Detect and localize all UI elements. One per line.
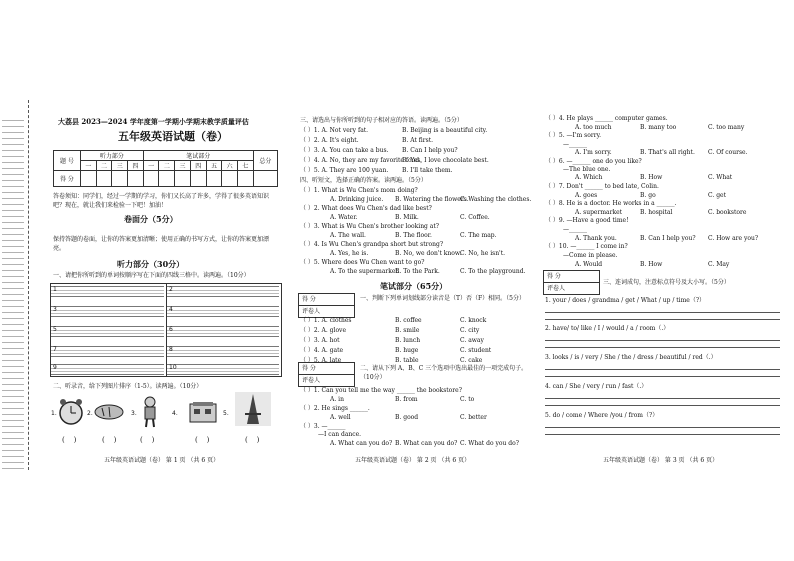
score-cell[interactable] <box>96 171 112 187</box>
q4-option: A. Drinking juice. <box>330 196 384 203</box>
q3-item: （ ）2. A. It's eight. <box>300 137 359 144</box>
answer-line[interactable] <box>545 312 780 313</box>
w2-question: —______ <box>563 226 587 233</box>
grid-number: 7 <box>53 346 57 353</box>
exam-top-title: 大荔县 2023—2024 学年度第一学期小学期末教学质量评估 <box>58 117 249 126</box>
q4-question: （ ）5. Where does Wu Chen want to go? <box>300 259 425 266</box>
w3-item: 5. do / come / Where /you / from（?） <box>545 412 659 419</box>
scorer-score: 得 分 <box>544 271 599 283</box>
q3-option: B. Yes, I love chocolate best. <box>402 157 489 164</box>
w2-question: —Come in please. <box>563 252 618 259</box>
score-col: 三 <box>112 161 128 171</box>
w2-option: A. Would <box>575 261 603 268</box>
juanmian-text: 保持答题的卷面，让你的答案更加清晰；使用正确的书写方式，让你的答案更加漂亮。 <box>53 236 270 252</box>
q4-option: B. To the Park. <box>395 268 440 275</box>
w1-option: C. city <box>460 327 480 334</box>
w2-option: A. goes <box>575 192 598 199</box>
clock-icon <box>58 398 84 426</box>
page-footer: 五年级英语试题（卷） 第 2 页 （共 6 页） <box>355 457 471 464</box>
answer-line[interactable] <box>545 347 780 348</box>
pic-number: 2. <box>87 410 93 417</box>
answer-line[interactable] <box>545 434 780 435</box>
chef-icon <box>139 396 161 428</box>
building-icon <box>188 400 218 424</box>
answer-paren[interactable]: ( ) <box>245 436 260 444</box>
pic-number: 1. <box>51 410 57 417</box>
w2-option: B. from <box>395 396 418 403</box>
q3-item: （ ）1. A. Not very fat. <box>300 127 369 134</box>
grid-number: 6 <box>169 326 173 333</box>
w2-question: （ ）6. —______ one do you like? <box>545 158 642 165</box>
w2-option: A. in <box>330 396 344 403</box>
section-listening: 听力部分（30分） <box>117 259 185 269</box>
section-written: 笔试部分（65分） <box>380 281 448 291</box>
q3-option: B. At first. <box>402 137 434 144</box>
answer-line[interactable] <box>545 319 780 320</box>
w2-option: C. May <box>708 261 730 268</box>
q4-option: C. Washing the clothes. <box>460 196 532 203</box>
answer-line[interactable] <box>545 405 780 406</box>
q4-option: B. The floor. <box>395 232 432 239</box>
scorer-grader: 评卷人 <box>302 308 321 315</box>
w1-instruction: 一、判断下列单词划线部分读音是（T）否（F）相同。（5分） <box>360 295 525 302</box>
w2-option: C. What do you do? <box>460 440 519 447</box>
answer-line[interactable] <box>545 427 780 428</box>
score-col: 七 <box>238 161 254 171</box>
w2-option: C. to <box>460 396 475 403</box>
score-table <box>53 150 278 187</box>
score-col: 六 <box>222 161 238 171</box>
w1-item: （ ）5. A. late <box>300 357 342 364</box>
score-col: 一 <box>143 161 159 171</box>
q3-option: B. Can I help you? <box>402 147 458 154</box>
w1-option: C. knock <box>460 317 487 324</box>
w1-item: （ ）2. A. glove <box>300 327 346 334</box>
q3-item: （ ）4. A. No, they are my favorite food. <box>300 157 422 164</box>
q4-option: B. Milk. <box>395 214 419 221</box>
q4-question: （ ）3. What is Wu Chen's brother looking at? <box>300 223 440 230</box>
w2-option: A. What can you do? <box>330 440 393 447</box>
w2-option: A. too much <box>575 124 612 131</box>
w2-question: —______ <box>563 141 587 148</box>
score-cell[interactable] <box>190 171 206 187</box>
score-cell[interactable] <box>175 171 191 187</box>
q4-option: A. The wall. <box>330 232 366 239</box>
w3-item: 3. looks / is / very / She / the / dress / beautiful / red（.） <box>545 354 717 361</box>
score-cell[interactable] <box>112 171 128 187</box>
q4-question: （ ）4. Is Wu Chen's grandpa short but strong? <box>300 241 444 248</box>
w2-option: B. How <box>640 174 663 181</box>
score-cell[interactable] <box>253 171 277 187</box>
grid-line-2[interactable] <box>167 286 279 297</box>
grid-number: 1 <box>53 286 57 293</box>
pic-number: 4. <box>172 410 178 417</box>
scorer-grader: 评卷人 <box>302 377 321 384</box>
answer-paren[interactable]: ( ) <box>102 436 117 444</box>
w2-question: （ ）4. He plays ______ computer games. <box>545 115 668 122</box>
w3-item: 1. your / does / grandma / get / What / up / time（?） <box>545 297 706 304</box>
w2-question: （ ）1. Can you tell me the way ______ the bookstore? <box>300 387 462 394</box>
w2-option: A. supermarket <box>575 209 623 216</box>
page-footer: 五年级英语试题（卷） 第 1 页 （共 6 页） <box>104 457 220 464</box>
binding-margin <box>2 120 24 470</box>
w2-option: A. Which <box>575 174 603 181</box>
bread-icon <box>94 402 126 422</box>
grid-line-6[interactable] <box>167 326 279 337</box>
w1-option: C. cake <box>460 357 483 364</box>
grid-line-5[interactable] <box>51 326 164 337</box>
q3-option: B. I'll take them. <box>402 167 453 174</box>
w2-question: （ ）3. —______ <box>300 423 346 430</box>
w2-instruction: 二、请从下列 A、B、C 三个选项中选出最佳的一项完成句子。（10分） <box>360 365 528 381</box>
score-cell[interactable] <box>238 171 254 187</box>
score-total-head: 总分 <box>253 151 277 171</box>
w3-item: 2. have/ to/ like / I / would / a / room（.） <box>545 325 670 332</box>
answer-paren[interactable]: ( ) <box>140 436 155 444</box>
answer-line[interactable] <box>545 340 780 341</box>
w1-item: （ ）3. A. hot <box>300 337 340 344</box>
grid-line-10[interactable] <box>167 364 279 375</box>
grid-number: 9 <box>53 364 57 371</box>
q4-option: A. Yes, he is. <box>330 250 369 257</box>
pic-number: 5. <box>223 410 229 417</box>
w1-option: B. smile <box>395 327 420 334</box>
score-col: 二 <box>159 161 175 171</box>
answer-paren[interactable]: ( ) <box>62 436 77 444</box>
page-footer: 五年级英语试题（卷） 第 3 页 （共 6 页） <box>603 457 719 464</box>
score-label: 题 号 <box>54 151 81 171</box>
q4-question: （ ）2. What does Wu Chen's dad like best? <box>300 205 432 212</box>
score-cell[interactable] <box>128 171 144 187</box>
w2-option: A. well <box>330 414 351 421</box>
w2-option: C. How are you? <box>708 235 759 242</box>
q3-item: （ ）5. A. They are 100 yuan. <box>300 167 389 174</box>
w2-option: A. I'm sorry. <box>575 149 612 156</box>
scorer-box-3 <box>543 270 600 295</box>
w1-option: B. lunch <box>395 337 421 344</box>
answer-paren[interactable]: ( ) <box>195 436 210 444</box>
w2-option: C. too many <box>708 124 745 131</box>
scorer-score: 得 分 <box>299 294 354 306</box>
w1-option: B. coffee <box>395 317 422 324</box>
w3-instruction: 三、连词成句，注意标点符号及大小写。（5分） <box>603 279 730 286</box>
w2-question: —The blue one. <box>563 166 611 173</box>
w2-option: C. better <box>460 414 487 421</box>
answer-line[interactable] <box>545 369 780 370</box>
w2-question: （ ）8. He is a doctor. He works in a ______. <box>545 200 677 207</box>
w2-question: （ ）9. —Have a good time! <box>545 217 629 224</box>
grid-number: 10 <box>169 364 177 371</box>
scorer-grader: 评卷人 <box>547 285 566 292</box>
grid-line-9[interactable] <box>51 364 164 375</box>
score-row-label: 得 分 <box>54 171 81 187</box>
q4-option: C. To the playground. <box>460 268 526 275</box>
q4-option: B. No, we don't know. <box>395 250 462 257</box>
w2-option: B. What can you do? <box>395 440 458 447</box>
answer-line[interactable] <box>545 376 780 377</box>
grid-number: 2 <box>169 286 173 293</box>
grid-number: 8 <box>169 346 173 353</box>
binding-dashed-line <box>28 100 29 470</box>
score-col: 一 <box>80 161 96 171</box>
score-cell[interactable] <box>143 171 159 187</box>
score-cell[interactable] <box>80 171 96 187</box>
w2-option: C. What <box>708 174 733 181</box>
grid-line-1[interactable] <box>51 286 164 297</box>
w2-question: （ ）5. —I'm sorry. <box>545 132 602 139</box>
grid-line-3[interactable] <box>51 306 164 317</box>
q3-item: （ ）3. A. You can take a bus. <box>300 147 389 154</box>
w2-option: B. many too <box>640 124 677 131</box>
w2-question: （ ）10. —______ I come in? <box>545 243 628 250</box>
w2-option: B. That's all right. <box>640 149 695 156</box>
w1-option: B. table <box>395 357 419 364</box>
w1-option: B. huge <box>395 347 419 354</box>
grid-number: 5 <box>53 326 57 333</box>
score-col: 四 <box>190 161 206 171</box>
eiffel-tower-icon <box>235 392 271 426</box>
answer-line[interactable] <box>545 398 780 399</box>
q4-option: A. To the supermarket. <box>330 268 400 275</box>
score-written-head: 笔试部分 <box>143 151 253 161</box>
w2-option: B. go <box>640 192 656 199</box>
score-cell[interactable] <box>222 171 238 187</box>
exam-notice: 答卷须知：同学们，经过一学期的学习，你们又长高了许多，学得了很多英语知识吧？现在，就让我们来检验一下吧！加油！ <box>53 193 270 209</box>
q4-option: C. The map. <box>460 232 497 239</box>
w2-option: B. Can I help you? <box>640 235 696 242</box>
grid-line-4[interactable] <box>167 306 279 317</box>
score-cell[interactable] <box>206 171 222 187</box>
q4-option: B. Watering the flowers. <box>395 196 469 203</box>
score-listen-head: 听力部分 <box>80 151 143 161</box>
grid-number: 4 <box>169 306 173 313</box>
score-col: 二 <box>96 161 112 171</box>
w1-item: （ ）4. A. gate <box>300 347 344 354</box>
scorer-score: 得 分 <box>299 363 354 375</box>
w1-item: （ ）1. A. clothes <box>300 317 352 324</box>
w2-option: B. good <box>395 414 419 421</box>
w2-question: （ ）2. He sings ______. <box>300 405 370 412</box>
q3-option: B. Beijing is a beautiful city. <box>402 127 488 134</box>
w2-option: C. Of course. <box>708 149 748 156</box>
score-col: 五 <box>206 161 222 171</box>
q4-instruction: 四、听短文，选择正确的答案。读两遍。（5分） <box>300 177 427 184</box>
w2-option: C. get <box>708 192 726 199</box>
q3-instruction: 三、请选出与你所听到的句子相对应的答语。读两遍。（5分） <box>300 117 463 124</box>
q4-option: C. Coffee. <box>460 214 490 221</box>
w2-option: B. How <box>640 261 663 268</box>
score-col: 三 <box>175 161 191 171</box>
w1-option: C. away <box>460 337 484 344</box>
q4-option: C. No, he isn't. <box>460 250 506 257</box>
q4-question: （ ）1. What is Wu Chen's mom doing? <box>300 187 418 194</box>
w2-option: A. Thank you. <box>575 235 617 242</box>
grid-line-8[interactable] <box>167 346 279 357</box>
score-cell[interactable] <box>159 171 175 187</box>
exam-main-title: 五年级英语试题（卷） <box>118 130 228 143</box>
scorer-box-1 <box>298 293 355 318</box>
q1-instruction: 一、请把你所听到的单词按顺序写在下面的四线三格中。读两遍。（10分） <box>53 272 250 279</box>
scorer-box-2 <box>298 362 355 387</box>
grid-line-7[interactable] <box>51 346 164 357</box>
grid-number: 3 <box>53 306 57 313</box>
w2-option: B. hospital <box>640 209 673 216</box>
w1-option: C. student <box>460 347 492 354</box>
w3-item: 4. can / She / very / run / fast（.） <box>545 383 648 390</box>
score-col: 四 <box>128 161 144 171</box>
q2-instruction: 二、听录音，给下列图片排序（1-5）。读两遍。（10分） <box>53 383 203 390</box>
w2-question: （ ）7. Don't ______ to bed late, Colin. <box>545 183 659 190</box>
w2-option: C. bookstore <box>708 209 747 216</box>
w2-question: —I can dance. <box>318 431 362 438</box>
pic-number: 3. <box>131 410 137 417</box>
q4-option: A. Water. <box>330 214 358 221</box>
section-juanmian: 卷面分（5分） <box>124 214 178 224</box>
